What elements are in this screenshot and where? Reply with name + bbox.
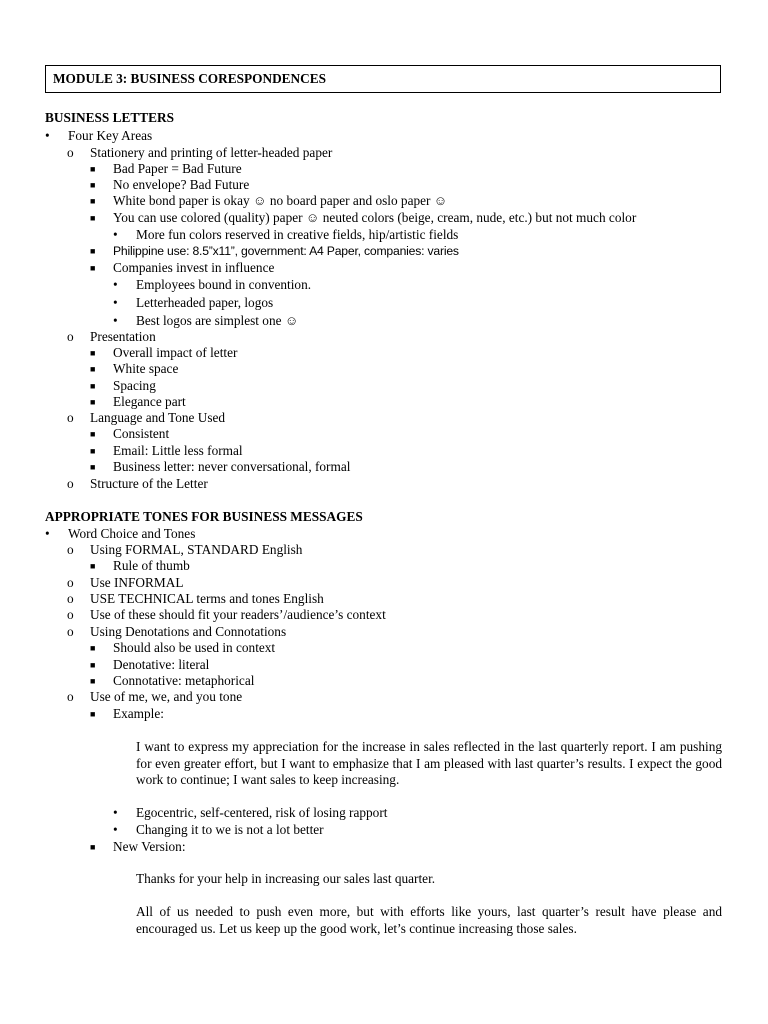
module-title: MODULE 3: BUSINESS CORESPONDENCES bbox=[45, 65, 721, 93]
bullet-circle: o bbox=[67, 542, 74, 557]
bullet-square: ■ bbox=[90, 842, 96, 852]
bullet-square: ■ bbox=[90, 660, 96, 670]
list-item: o Language and Tone Used bbox=[67, 410, 226, 425]
bullet-square: ■ bbox=[90, 213, 96, 223]
list-item: o Presentation bbox=[67, 329, 156, 344]
bullet-square: ■ bbox=[90, 348, 96, 358]
list-item: ■ Example: bbox=[90, 706, 164, 721]
list-item: o Use INFORMAL bbox=[67, 575, 184, 590]
list-item: o Use of these should fit your readers’/audience’s context bbox=[67, 607, 386, 622]
list-item: • Four Key Areas bbox=[45, 128, 153, 143]
bullet-circle: o bbox=[67, 145, 74, 160]
section-heading-appropriate-tones: APPROPRIATE TONES FOR BUSINESS MESSAGES bbox=[45, 509, 363, 524]
bullet-square: ■ bbox=[90, 180, 96, 190]
list-item: o Using FORMAL, STANDARD English bbox=[67, 542, 303, 557]
list-item: ■ Connotative: metaphorical bbox=[90, 673, 255, 688]
bullet-circle: o bbox=[67, 329, 74, 344]
bullet-square: ■ bbox=[90, 263, 96, 273]
list-item: o Use of me, we, and you tone bbox=[67, 689, 243, 704]
list-item: ■ Email: Little less formal bbox=[90, 443, 243, 458]
bullet-square: ■ bbox=[90, 164, 96, 174]
list-item: ■ Elegance part bbox=[90, 394, 186, 409]
list-item: o USE TECHNICAL terms and tones English bbox=[67, 591, 324, 606]
list-item: • Changing it to we is not a lot better bbox=[113, 822, 324, 837]
bullet-disc: • bbox=[113, 822, 118, 837]
list-item: ■ New Version: bbox=[90, 839, 186, 854]
bullet-circle: o bbox=[67, 591, 74, 606]
bullet-circle: o bbox=[67, 607, 74, 622]
bullet-circle: o bbox=[67, 624, 74, 639]
bullet-disc: • bbox=[45, 128, 50, 143]
section-heading-business-letters: BUSINESS LETTERS bbox=[45, 110, 174, 125]
bullet-square: ■ bbox=[90, 246, 96, 256]
bullet-square: ■ bbox=[90, 462, 96, 472]
bullet-circle: o bbox=[67, 575, 74, 590]
bullet-disc: • bbox=[113, 277, 118, 292]
list-item: o Using Denotations and Connotations bbox=[67, 624, 287, 639]
list-item: o Structure of the Letter bbox=[67, 476, 208, 491]
example-paragraph: I want to express my appreciation for the increase in sales reflected in the last quarterly report. I am pushing for even greater effort, but I want to emphasize that I am pleased with last quarter’s results. I expect the good work to continue; I want sales to keep increasing. bbox=[136, 739, 722, 787]
list-item: ■ Rule of thumb bbox=[90, 558, 190, 573]
bullet-square: ■ bbox=[90, 561, 96, 571]
bullet-disc: • bbox=[113, 313, 118, 328]
list-item: • More fun colors reserved in creative fields, hip/artistic fields bbox=[113, 227, 459, 242]
list-item: ■ Philippine use: 8.5”x11”, government: A4 Paper, companies: varies bbox=[90, 244, 459, 258]
bullet-disc: • bbox=[113, 805, 118, 820]
bullet-disc: • bbox=[45, 526, 50, 541]
list-item: ■ Bad Paper = Bad Future bbox=[90, 161, 242, 176]
list-item: • Employees bound in convention. bbox=[113, 277, 312, 292]
bullet-square: ■ bbox=[90, 429, 96, 439]
new-version-paragraph-2: All of us needed to push even more, but with efforts like yours, last quarter’s result have please and encouraged us. Let us keep up the good work, let’s continue increasing those sales. bbox=[136, 904, 722, 936]
bullet-square: ■ bbox=[90, 196, 96, 206]
list-item: ■ Denotative: literal bbox=[90, 657, 210, 672]
bullet-square: ■ bbox=[90, 397, 96, 407]
bullet-circle: o bbox=[67, 689, 74, 704]
list-item: ■ No envelope? Bad Future bbox=[90, 177, 250, 192]
list-item: ■ Overall impact of letter bbox=[90, 345, 238, 360]
bullet-square: ■ bbox=[90, 643, 96, 653]
list-item: ■ Companies invest in influence bbox=[90, 260, 275, 275]
new-version-paragraph-1: Thanks for your help in increasing our sales last quarter. bbox=[136, 871, 436, 886]
bullet-circle: o bbox=[67, 476, 74, 491]
list-item: ■ Spacing bbox=[90, 378, 156, 393]
bullet-square: ■ bbox=[90, 446, 96, 456]
bullet-square: ■ bbox=[90, 381, 96, 391]
list-item: ■ Should also be used in context bbox=[90, 640, 276, 655]
list-item: ■ White space bbox=[90, 361, 179, 376]
bullet-square: ■ bbox=[90, 676, 96, 686]
list-item: ■ Consistent bbox=[90, 426, 170, 441]
list-item: o Stationery and printing of letter-headed paper bbox=[67, 145, 333, 160]
list-item: ■ Business letter: never conversational, formal bbox=[90, 459, 351, 474]
list-item: • Egocentric, self-centered, risk of losing rapport bbox=[113, 805, 388, 820]
bullet-disc: • bbox=[113, 227, 118, 242]
bullet-circle: o bbox=[67, 410, 74, 425]
list-item: • Word Choice and Tones bbox=[45, 526, 196, 541]
list-item: • Letterheaded paper, logos bbox=[113, 295, 274, 310]
bullet-square: ■ bbox=[90, 364, 96, 374]
list-item: ■ You can use colored (quality) paper ☺ neuted colors (beige, cream, nude, etc.) but not much color bbox=[90, 210, 637, 225]
list-item: ■ White bond paper is okay ☺ no board paper and oslo paper ☺ bbox=[90, 193, 448, 208]
bullet-disc: • bbox=[113, 295, 118, 310]
bullet-square: ■ bbox=[90, 709, 96, 719]
list-item: • Best logos are simplest one ☺ bbox=[113, 313, 299, 328]
